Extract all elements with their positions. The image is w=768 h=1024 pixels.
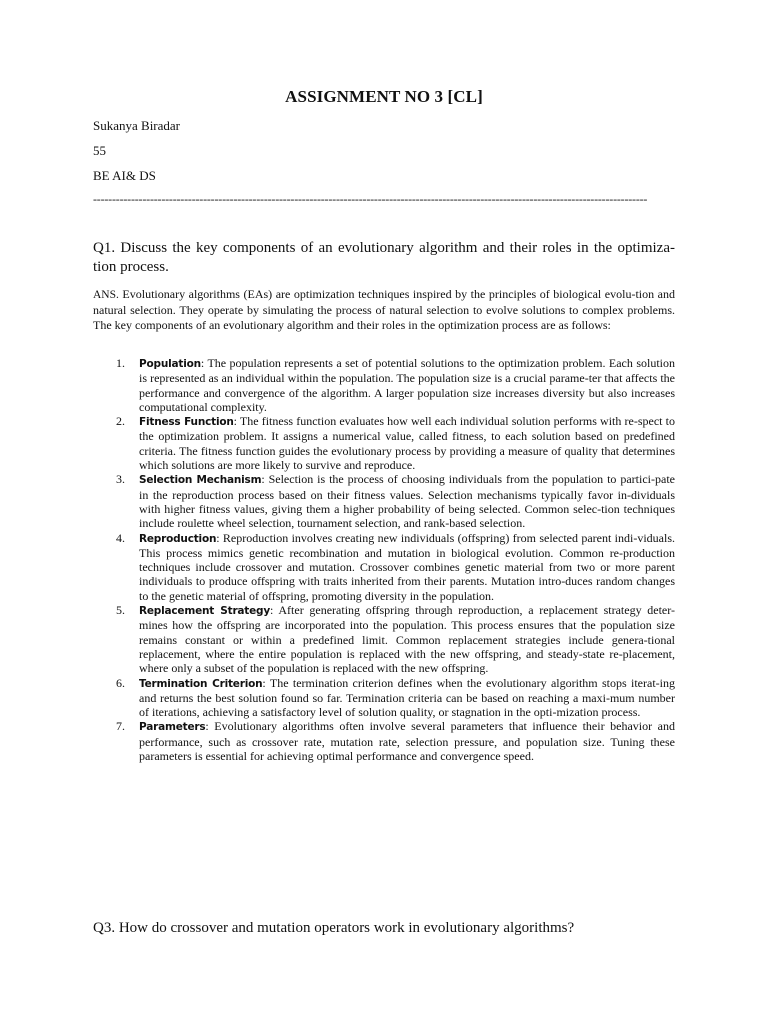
list-item-term: Selection Mechanism: [139, 474, 262, 487]
list-item-term: Termination Criterion: [139, 677, 263, 690]
list-item: [93, 603, 675, 675]
list-item-term: Parameters: [139, 721, 206, 734]
list-item: [93, 676, 675, 720]
list-item-description: : The population represents a set of potential solutions to the optimization problem. Each solution is represented as an individual within the population. The population size is a crucial parame-ter that affects the performance and convergence of the algorithm. A larger population size increases diversity but also increases computational complexity.: [139, 356, 675, 414]
list-item-term: Replacement Strategy: [139, 605, 271, 618]
list-item-description: : Reproduction involves creating new individuals (offspring) from selected parent indi-viduals. This process mimics genetic recombination and mutation in biological evolution. Common re-production techniques include crossover and mutation. Crossover combines genetic material from two or more parent individuals to produce offspring with traits inherited from their parents. Mutation intro-duces random changes to the genetic material of offspring, promoting diversity in the population.: [139, 530, 675, 603]
list-item-description: : The termination criterion defines when the evolutionary algorithm stops iterat-ing and returns the best solution found so far. Termination criteria can be based on reaching a maxi-mum number of iterations, achieving a satisfactory level of solution quality, or stagnation in the opti-mization process.: [139, 675, 675, 720]
list-item: [93, 356, 675, 414]
question-3: Q3. How do crossover and mutation operators work in evolutionary algorithms?: [93, 920, 575, 936]
author-name: Sukanya Biradar: [93, 118, 181, 133]
list-item: [93, 719, 675, 763]
components-list: [93, 356, 675, 763]
list-item-number: 6.: [116, 675, 125, 690]
answer-1-intro: [93, 287, 675, 333]
list-item: [93, 531, 675, 603]
list-item: [93, 472, 675, 530]
answer-label: ANS.: [93, 289, 119, 301]
list-item-number: 7.: [116, 719, 125, 734]
list-item: [93, 414, 675, 472]
list-item-description: : Selection is the process of choosing individuals from the population to partici-pate in the reproduction process based on their fitness values. Selection mechanisms typically favor in-dividuals with higher fitness values, giving them a higher probability of being selected. Common selec-tion techniques include roulette wheel selection, tournament selection, and rank-based selection.: [139, 472, 675, 531]
dashed-divider: --------------------------------------------------------------------------------------------------------------------------------------------------: [93, 192, 648, 206]
answer-intro-text: Evolutionary algorithms (EAs) are optimization techniques inspired by the principles of biological evolu-tion and natural selection. They operate by simulating the process of natural selection to evolve solutions to complex problems. The key components of an evolutionary algorithm and their roles in the optimization process are as follows:: [93, 287, 675, 332]
list-item-number: 2.: [116, 414, 125, 429]
document-title: ASSIGNMENT NO 3 [CL]: [285, 87, 483, 106]
roll-number: 55: [93, 143, 106, 158]
list-item-description: : The fitness function evaluates how well each individual solution performs with re-spect to the optimization problem. It assigns a numerical value, called fitness, to each solution based on predefined criteria. The fitness function guides the evolutionary process by providing a measure of quality that determines which solutions are more likely to survive and reproduce.: [139, 414, 675, 473]
list-item-description: : Evolutionary algorithms often involve several parameters that influence their behavior and performance, such as crossover rate, mutation rate, selection pressure, and population size. Tuning these parameters is essential for achieving optimal performance and convergence speed.: [139, 719, 675, 764]
list-item-number: 3.: [116, 472, 125, 487]
department: BE AI& DS: [93, 168, 156, 183]
question-1: Q1. Discuss the key components of an evolutionary algorithm and their roles in the optimiza-tion process.: [93, 240, 675, 275]
list-item-term: Fitness Function: [139, 416, 234, 429]
list-item-number: 5.: [116, 603, 125, 618]
list-item-number: 1.: [116, 356, 125, 370]
list-item-number: 4.: [116, 530, 125, 545]
list-item-term: Population: [139, 358, 201, 370]
list-item-term: Reproduction: [139, 532, 217, 545]
list-item-description: : After generating offspring through reproduction, a replacement strategy deter-mines how the offspring are incorporated into the population. This process ensures that the population size remains constant or within a predefined limit. Common replacement strategies include genera-tional replacement, where the entire population is replaced with the new offspring, and steady-state re-placement, where only a subset of the population is replaced with the new offspring.: [139, 603, 676, 676]
document-page: [93, 0, 675, 1024]
